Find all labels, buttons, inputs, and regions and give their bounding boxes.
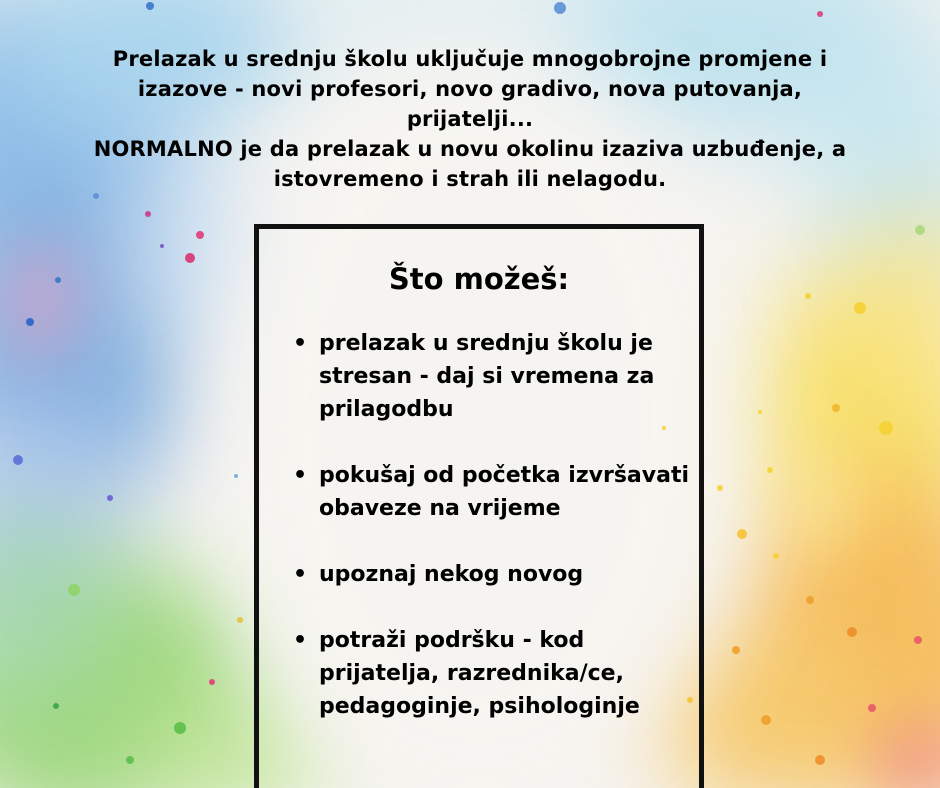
intro-line-1: Prelazak u srednju školu uključuje mnogobrojne promjene i — [112, 47, 828, 71]
tips-title: Što možeš: — [388, 262, 570, 296]
intro-line-3: prijatelji... — [406, 107, 534, 131]
tip-item — [293, 327, 693, 426]
bullet-icon: • — [293, 463, 308, 488]
intro-line-4 — [40, 134, 900, 164]
bullet-icon: • — [293, 562, 308, 587]
tip-text: potraži podršku - kod prijatelja, razrednika/ce, pedagoginje, psihologinje — [319, 628, 640, 719]
tip-text: prelazak u srednju školu je stresan - daj si vremena za prilagodbu — [319, 331, 655, 422]
intro-emphasis: NORMALNO — [93, 137, 233, 161]
tips-list — [293, 327, 693, 756]
intro-text — [40, 44, 900, 194]
tip-item — [293, 558, 693, 591]
tip-text: pokušaj od početka izvršavati obaveze na vrijeme — [319, 463, 690, 521]
tip-item — [293, 624, 693, 723]
intro-line-4-rest: je da prelazak u novu okolinu izaziva uzbuđenje, a — [232, 137, 847, 161]
tip-text: upoznaj nekog novog — [319, 562, 584, 587]
tips-box — [254, 224, 704, 788]
intro-line-2: izazove - novi profesori, novo gradivo, nova putovanja, — [137, 77, 803, 101]
intro-line-5: istovremeno i strah ili nelagodu. — [273, 167, 667, 191]
bullet-icon: • — [293, 331, 308, 356]
bullet-icon: • — [293, 628, 308, 653]
tip-item — [293, 459, 693, 525]
